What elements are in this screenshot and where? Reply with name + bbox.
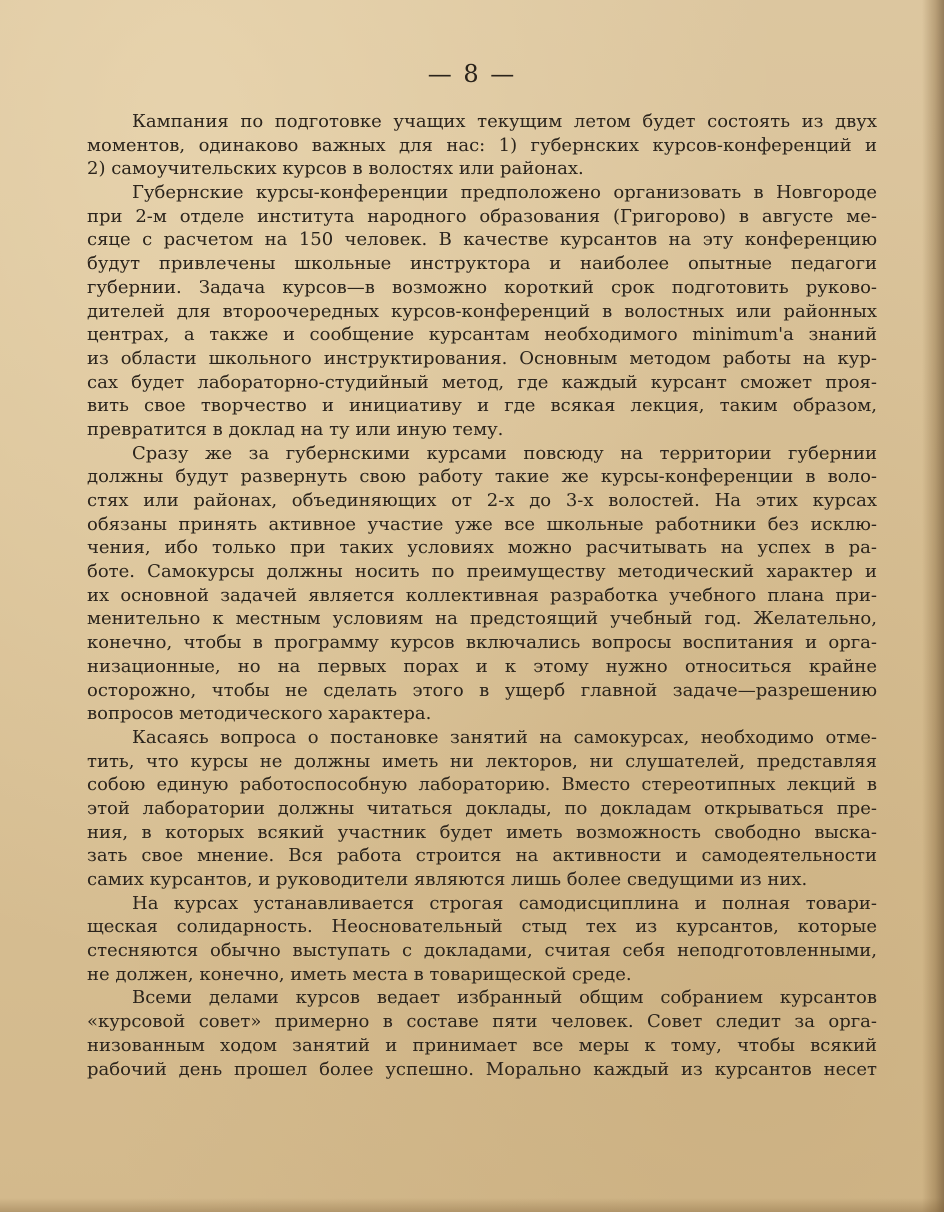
text-line: их основной задачей является коллективная разработка учебного плана при- (87, 584, 877, 606)
page-number: — 8 — (427, 60, 517, 88)
text-line: должны будут развернуть свою работу такие же курсы-конференции в воло- (87, 466, 877, 488)
text-line: боте. Самокурсы должны носить по преимуществу методический характер и (87, 561, 877, 583)
text-line: при 2-м отделе института народного образования (Григорово) в августе ме- (87, 205, 877, 227)
text-line: осторожно, чтобы не сделать этого в ущерб главной задаче—разрешению (87, 679, 877, 701)
text-line: обязаны принять активное участие уже все школьные работники без исклю- (87, 513, 877, 535)
text-line: центрах, а также и сообщение курсантам необходимого minimum'a знаний (87, 324, 877, 346)
text-line: низационные, но на первых порах и к этому нужно относиться крайне (87, 655, 877, 677)
text-line: превратится в доклад на ту или иную тему. (87, 418, 504, 440)
text-line: будут привлечены школьные инструктора и наиболее опытные педагоги (87, 253, 877, 275)
text-line: сах будет лабораторно-студийный метод, где каждый курсант сможет проя- (87, 371, 877, 393)
text-line: стесняются обычно выступать с докладами, считая себя неподготовленными, (87, 940, 877, 962)
text-line: вить свое творчество и инициативу и где всякая лекция, таким образом, (87, 395, 877, 417)
text-line: «курсовой совет» примерно в составе пяти человек. Совет следит за орга- (87, 1011, 877, 1033)
text-line: Сразу же за губернскими курсами повсюду на территории губернии (132, 442, 877, 464)
text-line: вопросов методического характера. (87, 703, 432, 725)
text-line: 2) самоучительских курсов в волостях или районах. (87, 158, 584, 180)
text-line: дителей для второочередных курсов-конференций в волостных или районных (87, 300, 877, 322)
text-line: Всеми делами курсов ведает избранный общим собранием курсантов (132, 987, 877, 1009)
text-line: Касаясь вопроса о постановке занятий на самокурсах, необходимо отме- (132, 726, 877, 748)
text-line: из области школьного инструктирования. Основным методом работы на кур- (87, 347, 877, 369)
text-line: рабочий день прошел более успешно. Морально каждый из курсантов несет (87, 1058, 877, 1080)
text-line: самих курсантов, и руководители являются лишь более сведущими из них. (87, 869, 808, 890)
text-line: Губернские курсы-конференции предположено организовать в Новгороде (132, 182, 877, 204)
text-line: зать свое мнение. Вся работа строится на активности и самодеятельности (87, 845, 877, 867)
text-line: этой лаборатории должны читаться доклады, по докладам открываться пре- (87, 797, 877, 819)
text-line: стях или районах, объединяющих от 2-х до 3-х волостей. На этих курсах (87, 490, 877, 511)
text-line: Кампания по подготовке учащих текущим летом будет состоять из двух (132, 111, 877, 132)
text-line: конечно, чтобы в программу курсов включались вопросы воспитания и орга- (87, 632, 877, 654)
text-line: менительно к местным условиям на предстоящий учебный год. Желательно, (87, 608, 877, 630)
text-line: тить, что курсы не должны иметь ни лекторов, ни слушателей, представляя (87, 750, 877, 772)
text-line: собою единую работоспособную лабораторию. Вместо стереотипных лекций в (87, 774, 877, 796)
page-bottom-shadow (0, 1198, 944, 1212)
text-line: моментов, одинаково важных для нас: 1) губернских курсов-конференций и (87, 134, 877, 156)
text-line: сяце с расчетом на 150 человек. В качестве курсантов на эту конференцию (87, 229, 877, 251)
page-edge-shadow (922, 0, 944, 1212)
text-line: ния, в которых всякий участник будет иметь возможность свободно выска- (87, 821, 877, 843)
text-line: низованным ходом занятий и принимает все меры к тому, чтобы всякий (87, 1034, 877, 1056)
body-text (87, 110, 877, 1081)
text-line: чения, ибо только при таких условиях можно расчитывать на успех в ра- (87, 537, 877, 559)
text-line: На курсах устанавливается строгая самодисциплина и полная товари- (132, 892, 877, 914)
text-line: щеская солидарность. Неосновательный стыд тех из курсантов, которые (87, 916, 877, 938)
text-line: не должен, конечно, иметь места в товарищеской среде. (87, 963, 632, 985)
text-line: губернии. Задача курсов—в возможно короткий срок подготовить руково- (87, 276, 877, 298)
